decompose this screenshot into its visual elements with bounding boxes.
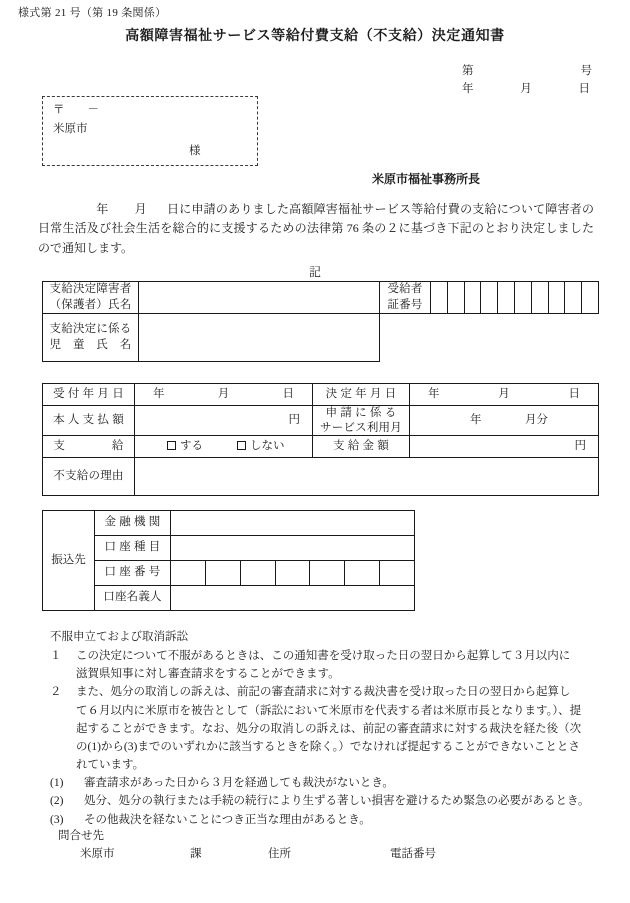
grant-label: 支 給 bbox=[43, 436, 135, 458]
table-row bbox=[43, 406, 599, 436]
empty-spacer bbox=[380, 314, 599, 362]
certificate-digit-cell[interactable] bbox=[514, 282, 531, 314]
page-title: 高額障害福祉サービス等給付費支給（不支給）決定通知書 bbox=[125, 29, 505, 44]
decision-year-unit: 年 bbox=[428, 387, 440, 400]
appeal-item-line: の(1)から(3)までのいずれかに該当するときを除く。）でなければ提起することができないこととさ bbox=[76, 740, 580, 753]
service-month-label-line2: サービス利用月 bbox=[320, 421, 402, 434]
ki-heading: 記 bbox=[308, 265, 321, 279]
issue-date-month: 月 bbox=[520, 82, 532, 95]
denial-reason-label: 不支給の理由 bbox=[43, 458, 135, 496]
certificate-digit-cell[interactable] bbox=[582, 282, 599, 314]
appeal-item-line: また、処分の取消しの訴えは、前記の審査請求に対する裁決書を受け取った日の翌日から起算し bbox=[76, 686, 571, 699]
contact-phone: 電話番号 bbox=[390, 847, 436, 860]
appeal-item bbox=[50, 683, 598, 774]
appeal-item-line: この決定について不服があるときは、この通知書を受け取った日の翌日から起算して３月以内に bbox=[76, 650, 571, 663]
postal-mark-icon: 〒 bbox=[53, 104, 66, 116]
checkbox-icon[interactable] bbox=[167, 441, 176, 450]
certificate-label-line2: 証番号 bbox=[387, 298, 423, 311]
account-digit-cell[interactable] bbox=[171, 561, 206, 586]
certificate-digit-cell[interactable] bbox=[498, 282, 515, 314]
account-digit-cell[interactable] bbox=[275, 561, 310, 586]
account-digit-cell[interactable] bbox=[205, 561, 240, 586]
appeal-sub-item-number: (3) bbox=[50, 813, 64, 826]
appeal-item-number: １ bbox=[50, 650, 62, 663]
decision-day-unit: 日 bbox=[568, 387, 580, 400]
contact-city: 米原市 bbox=[80, 847, 115, 860]
table-row bbox=[43, 536, 415, 561]
appeal-sub-item bbox=[50, 774, 598, 792]
certificate-digit-cell[interactable] bbox=[565, 282, 582, 314]
document-number-unit: 号 bbox=[580, 65, 592, 77]
self-payment-field[interactable] bbox=[135, 406, 313, 436]
certificate-digit-cell[interactable] bbox=[431, 282, 448, 314]
account-holder-field[interactable] bbox=[171, 586, 415, 611]
certificate-digit-cell[interactable] bbox=[531, 282, 548, 314]
table-row bbox=[43, 561, 415, 586]
postal-code-line bbox=[53, 102, 247, 119]
child-name-field[interactable] bbox=[139, 314, 380, 362]
appeal-item-text bbox=[76, 647, 598, 683]
recipient-table bbox=[42, 281, 599, 362]
grant-no-label: しない bbox=[250, 439, 285, 452]
postal-dash: － bbox=[87, 104, 100, 116]
decision-date-field[interactable] bbox=[410, 384, 599, 406]
service-month-field[interactable] bbox=[410, 406, 599, 436]
appeal-notice bbox=[50, 628, 598, 829]
service-month-month-unit: 月分 bbox=[525, 413, 548, 426]
table-row bbox=[43, 314, 599, 362]
table-row bbox=[43, 511, 415, 536]
certificate-digit-cell[interactable] bbox=[464, 282, 481, 314]
appeal-item-number: ２ bbox=[50, 686, 62, 699]
beneficiary-name-label bbox=[43, 282, 139, 314]
account-number-label: 口 座 番 号 bbox=[95, 561, 171, 586]
application-date-year: 年 bbox=[96, 202, 109, 216]
grant-yes-label: する bbox=[180, 439, 203, 452]
receipt-date-label: 受 付 年 月 日 bbox=[43, 384, 135, 406]
certificate-digit-cell[interactable] bbox=[447, 282, 464, 314]
beneficiary-label-line2: （保護者）氏名 bbox=[49, 298, 132, 311]
addressee-honorific: 様 bbox=[189, 144, 201, 157]
receipt-date-field[interactable] bbox=[135, 384, 313, 406]
certificate-digit-cell[interactable] bbox=[481, 282, 498, 314]
appeal-item bbox=[50, 647, 598, 683]
document-number-label: 第 bbox=[462, 65, 474, 77]
financial-institution-label: 金 融 機 関 bbox=[95, 511, 171, 536]
service-month-label-line1: 申 請 に 係 る bbox=[325, 407, 397, 420]
appeal-sub-item-number: (1) bbox=[50, 777, 64, 790]
grant-options bbox=[135, 436, 313, 458]
grant-yes-option[interactable] bbox=[167, 438, 203, 455]
account-type-label: 口 座 種 目 bbox=[95, 536, 171, 561]
appeal-sub-item bbox=[50, 792, 598, 810]
appeal-sub-item-text: その他裁決を経ないことにつき正当な理由があるとき。 bbox=[84, 813, 371, 826]
table-row bbox=[43, 436, 599, 458]
form-number: 様式第 21 号（第 19 条関係） bbox=[18, 7, 167, 19]
document-number-block bbox=[462, 63, 592, 99]
decision-table bbox=[42, 383, 599, 496]
financial-institution-field[interactable] bbox=[171, 511, 415, 536]
application-date-month: 月 bbox=[134, 202, 147, 216]
self-payment-label: 本 人 支 払 額 bbox=[43, 406, 135, 436]
decision-month-unit: 月 bbox=[498, 387, 510, 400]
account-digit-cell[interactable] bbox=[240, 561, 275, 586]
issue-date-day: 日 bbox=[578, 82, 590, 95]
application-date-day: 日に申請のありました高額障害福祉サービス等給付費の支給について障害 bbox=[166, 202, 570, 216]
denial-reason-field[interactable] bbox=[135, 458, 599, 496]
certificate-label-line1: 受給者 bbox=[387, 283, 423, 295]
body-line-2: 者の日常生活及び社会生活を総合的に支援するための法律第 76 条の２に基づき下記のとおり決定 bbox=[38, 202, 594, 236]
bank-transfer-table bbox=[42, 510, 415, 611]
contact-section bbox=[58, 828, 436, 864]
issuer-name: 米原市福祉事務所長 bbox=[371, 172, 480, 186]
grant-amount-field[interactable] bbox=[410, 436, 599, 458]
issue-date-year: 年 bbox=[462, 82, 474, 95]
certificate-number-label bbox=[380, 282, 431, 314]
appeal-sub-item-number: (2) bbox=[50, 795, 64, 808]
table-row bbox=[43, 282, 599, 314]
appeal-item-line: て６月以内に米原市を被告として（訴訟において米原市を代表する者は米原市長となります。）、提 bbox=[76, 704, 582, 717]
beneficiary-name-field[interactable] bbox=[139, 282, 380, 314]
appeal-heading: 不服申立ておよび取消訴訟 bbox=[50, 631, 188, 643]
appeal-sub-item bbox=[50, 811, 598, 829]
appeal-item-line: 起することができます。なお、処分の取消しの訴えは、前記の審査請求に対する裁決を経た後（次 bbox=[76, 722, 582, 735]
appeal-item-line: 滋賀県知事に対し審査請求をすることができます。 bbox=[76, 668, 340, 681]
table-row bbox=[43, 384, 599, 406]
addressee-box bbox=[42, 96, 258, 166]
table-row bbox=[43, 458, 599, 496]
receipt-day-unit: 日 bbox=[282, 387, 294, 400]
addressee-city: 米原市 bbox=[53, 123, 88, 136]
contact-details bbox=[58, 846, 436, 864]
receipt-year-unit: 年 bbox=[153, 387, 165, 400]
transfer-destination-label: 振込先 bbox=[43, 511, 95, 611]
checkbox-icon[interactable] bbox=[237, 441, 246, 450]
body-paragraph bbox=[38, 200, 594, 258]
child-name-label bbox=[43, 314, 139, 362]
appeal-sub-item-text: 審査請求があった日から３月を経過しても裁決がないとき。 bbox=[84, 777, 394, 790]
contact-address: 住所 bbox=[268, 847, 291, 860]
self-payment-unit: 円 bbox=[288, 413, 300, 426]
account-digit-cell[interactable] bbox=[380, 561, 415, 586]
account-holder-label: 口座名義人 bbox=[95, 586, 171, 611]
child-label-line1: 支給決定に係る bbox=[49, 323, 132, 336]
grant-no-option[interactable] bbox=[237, 438, 285, 455]
account-type-field[interactable] bbox=[171, 536, 415, 561]
account-digit-cell[interactable] bbox=[310, 561, 345, 586]
receipt-month-unit: 月 bbox=[217, 387, 230, 400]
table-row bbox=[43, 586, 415, 611]
certificate-digit-cell[interactable] bbox=[548, 282, 565, 314]
grant-amount-label: 支 給 金 額 bbox=[313, 436, 410, 458]
service-month-year-unit: 年 bbox=[470, 413, 482, 426]
contact-heading: 問合せ先 bbox=[58, 830, 104, 842]
grant-amount-unit: 円 bbox=[574, 439, 586, 452]
decision-date-label: 決 定 年 月 日 bbox=[313, 384, 410, 406]
beneficiary-label-line1: 支給決定障害者 bbox=[49, 283, 132, 295]
contact-department: 課 bbox=[190, 847, 202, 860]
service-month-label bbox=[313, 406, 410, 436]
appeal-item-text bbox=[76, 683, 598, 774]
body-line-3: しましたので通知します。 bbox=[38, 221, 594, 255]
appeal-sub-item-text: 処分、処分の執行または手続の続行により生ずる著しい損害を避けるため緊急の必要があるとき。 bbox=[84, 795, 590, 808]
child-label-line2: 児 童 氏 名 bbox=[49, 338, 132, 351]
appeal-item-line: れています。 bbox=[76, 759, 145, 772]
account-digit-cell[interactable] bbox=[345, 561, 380, 586]
